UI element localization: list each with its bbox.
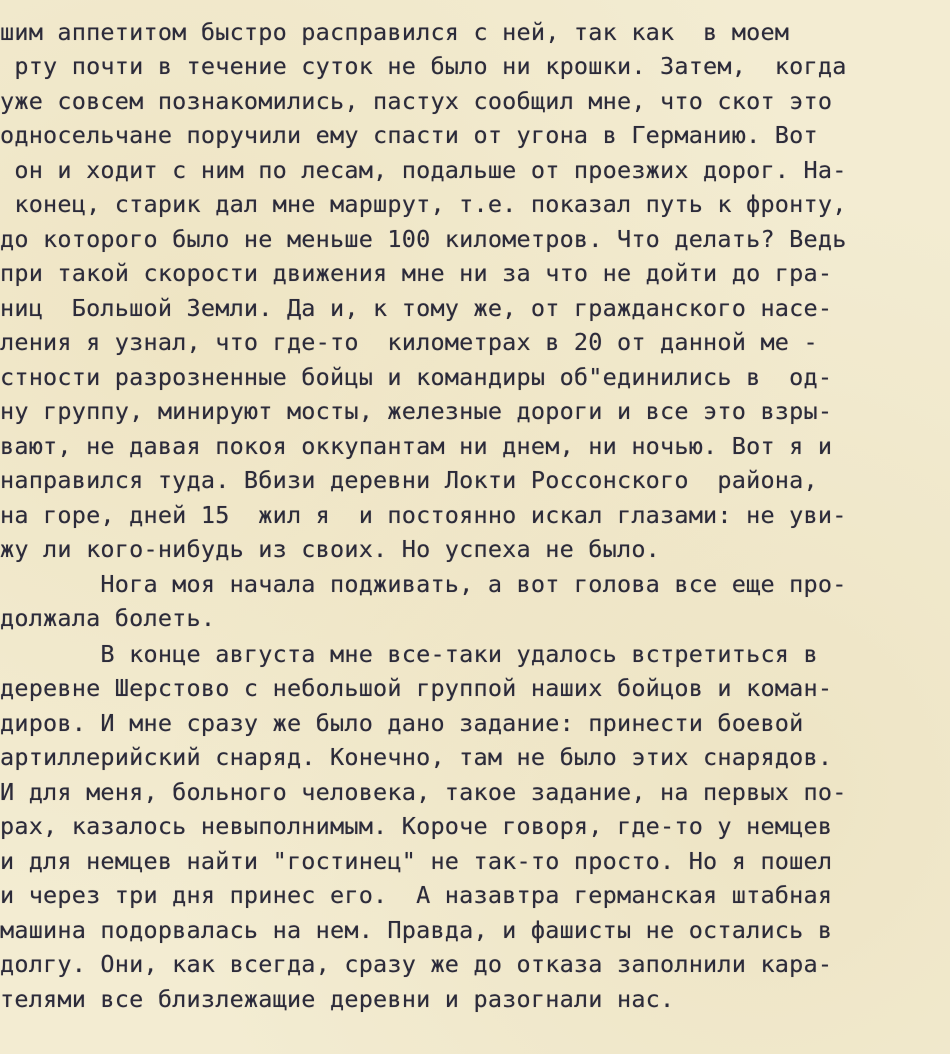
text-line-23: И для меня, больного человека, такое задание, на первых по- [0,778,847,806]
text-line-25: и для немцев найти "гостинец" не так-то просто. Но я пошел [0,847,833,875]
text-line-3: уже совсем познакомились, пастух сообщил мне, что скот это [0,87,833,115]
text-line-17: Нога моя начала подживать, а вот голова все еще про- [0,570,847,598]
text-line-9: ниц Большой Земли. Да и, к тому же, от гражданского насе- [0,294,833,322]
text-line-22: артиллерийский снаряд. Конечно, там не было этих снарядов. [0,743,833,771]
text-line-10: ления я узнал, что где-то километрах в 20 от данной ме - [0,328,818,356]
text-line-13: вают, не давая покоя оккупантам ни днем, ни ночью. Вот я и [0,432,833,460]
text-line-4: односельчане поручили ему спасти от угона в Германию. Вот [0,121,818,149]
text-line-1: шим аппетитом быстро расправился с ней, так как в моем [0,18,790,46]
text-line-2: рту почти в течение суток не было ни крошки. Затем, когда [0,52,847,80]
text-line-28: долгу. Они, как всегда, сразу же до отказа заполнили кара- [0,950,833,978]
text-line-5: он и ходит с ним по лесам, подальше от проезжих дорог. На- [0,156,847,184]
text-line-20: деревне Шерстово с небольшой группой наших бойцов и коман- [0,674,833,702]
text-line-12: ну группу, минируют мосты, железные дороги и все это взры- [0,397,833,425]
text-line-7: до которого было не меньше 100 километров. Что делать? Ведь [0,225,847,253]
text-line-19: В конце августа мне все-таки удалось встретиться в [0,640,818,668]
text-line-11: стности разрозненные бойцы и командиры об"единились в од- [0,363,833,391]
text-line-15: на горе, дней 15 жил я и постоянно искал глазами: не уви- [0,501,847,529]
text-line-27: машина подорвалась на нем. Правда, и фашисты не остались в [0,916,833,944]
text-line-18: должала болеть. [0,604,216,632]
text-line-29: телями все близлежащие деревни и разогнали нас. [0,985,675,1013]
text-line-24: рах, казалось невыполнимым. Короче говоря, где-то у немцев [0,812,833,840]
text-line-6: конец, старик дал мне маршрут, т.е. показал путь к фронту, [0,190,847,218]
text-line-26: и через три дня принес его. А назавтра германская штабная [0,881,833,909]
text-line-21: диров. И мне сразу же было дано задание: принести боевой [0,709,804,737]
text-line-8: при такой скорости движения мне ни за что не дойти до гра- [0,259,833,287]
text-line-14: направился туда. Вбизи деревни Локти Россонского района, [0,466,818,494]
text-line-16: жу ли кого-нибудь из своих. Но успеха не было. [0,535,661,563]
